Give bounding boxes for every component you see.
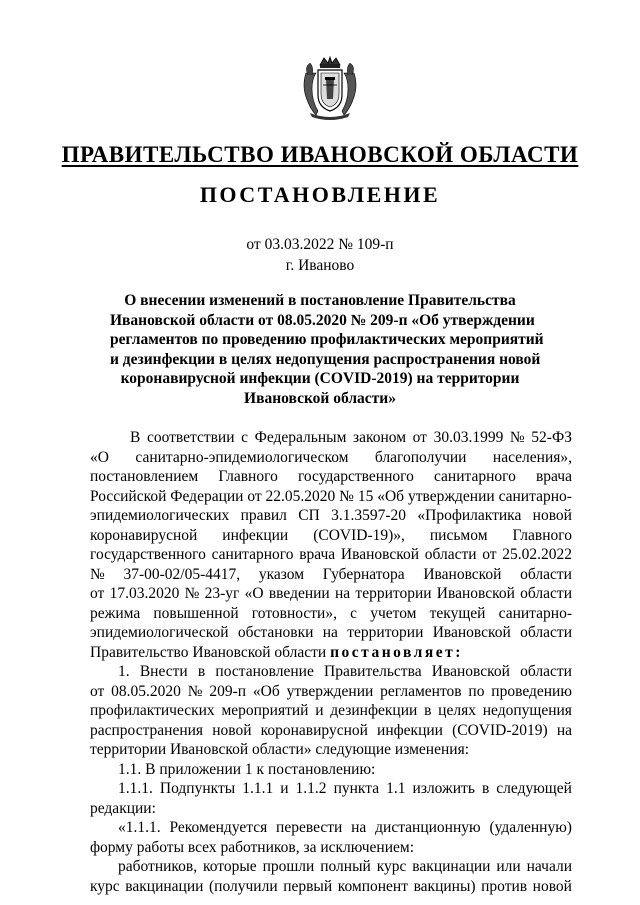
body-line [90,682,572,702]
word: первый [283,877,333,895]
word: Федерации [170,487,244,505]
word: повышенной [153,604,239,622]
word: «Об [377,487,405,505]
word: 1.1.1. [118,780,153,797]
word: области [520,585,572,602]
body-text-span: Правительство Ивановской области [90,643,331,661]
word: Подпункты [159,780,236,797]
word: области [424,546,477,563]
word: 1.1.1 [242,780,274,797]
word: территории [347,624,424,641]
word: № [187,682,203,700]
word: утверждении [407,487,495,505]
word: распространения [90,721,204,739]
word: дезинфекции [330,702,418,719]
word: новой [532,507,572,524]
word: на [351,819,367,836]
word: (получили [209,877,278,895]
subject-line: О внесении изменений в постановление Правительства [124,292,516,309]
body-line [90,818,572,838]
body-line [90,701,572,721]
word: В [130,429,141,446]
word: № [90,565,105,583]
word: против [481,877,528,895]
word: 3.1.3597-20 [331,507,407,524]
word: Ивановской [436,585,515,602]
word: вакцинации [412,858,491,875]
word: от [482,546,497,563]
resolution-keyword: постановляет: [330,643,463,661]
document-date-number: от 03.03.2022 № 109-п [246,236,394,253]
body-line [90,448,572,468]
word: недопущения [482,702,572,719]
word: вакцинации [125,877,204,895]
word: следующей [496,780,572,797]
word: вакцины) [413,877,476,895]
word: введении [268,585,330,602]
word: по [468,682,485,700]
body-line [90,857,572,877]
body-line [90,506,572,526]
word: «Профилактика [417,507,522,524]
word: в [481,780,490,797]
word: письмом [429,526,488,544]
word: мероприятий [221,702,309,719]
word: Ивановской [431,663,510,680]
word: Рекомендуется [169,819,268,836]
word: Главного [218,468,278,485]
body-line: редакции: [90,799,156,817]
word: санитарно- [498,487,572,505]
word: новой [212,721,252,739]
word: регламентов [380,682,462,700]
body-line [90,467,572,487]
word: 209-п [209,682,247,700]
word: соответствии [146,429,235,446]
word: на [334,585,351,602]
body-line [90,779,572,799]
word: 37-00-02/05-4417, [123,565,241,583]
word: курс [376,858,407,875]
word: Губернатора [322,565,405,583]
body-line: территории Ивановской области» следующие изменения: [90,741,470,758]
word: № [339,487,354,505]
word: санитарно-эпидемиологическом [135,448,349,466]
word: обстановки [237,624,314,641]
word: (COVID-2019) [452,721,548,739]
word: (удаленную) [489,819,572,836]
body-line [90,721,572,741]
word: 1. [118,663,130,680]
word: «О [244,585,264,602]
word: изложить [412,780,475,797]
word: 22.05.2020 [265,487,336,505]
word: от [247,487,262,505]
body-line [90,604,572,624]
document-body [90,428,572,896]
word: Внести [139,663,188,680]
word: коронавирусной [90,526,198,544]
body-line [90,428,572,448]
word: санитарного [433,468,516,485]
word: области [520,565,572,583]
body-line: 1.1. В приложении 1 к постановлению: [118,760,376,778]
word: № [509,429,525,446]
document-type: ПОСТАНОВЛЕНИЕ [199,182,441,207]
body-line [90,526,572,546]
word: профилактических [90,702,215,719]
word: от [90,682,105,700]
word: новой [532,877,572,895]
word: готовности», [251,604,337,622]
word: утверждении [286,682,374,700]
word: дистанционную [375,819,481,836]
body-line: форму работы всех работников, за исключением: [90,838,415,856]
word: указом [258,565,305,583]
word: с [350,604,358,622]
word: Ивановской [423,565,502,583]
subject-line: Ивановской области» [244,389,396,407]
word: правил [240,507,287,524]
word: компонент [337,877,408,895]
word: санитарно- [498,604,572,622]
word: Правительства [324,663,422,680]
document-city: г. Иваново [285,257,355,274]
word: постановление [215,663,314,680]
subject-line: и дезинфекции в целях недопущения распространения новой [110,350,541,368]
body-line [90,565,572,585]
word: режима [90,604,141,622]
word: Федеральным [254,429,347,446]
word: Ивановской [340,546,420,563]
word: в [424,702,432,719]
word: постановлением [90,468,199,485]
body-line [90,643,572,663]
word: 1.1.2 [295,780,327,797]
word: инфекции [377,721,443,739]
word: пункта [333,780,380,797]
word: населения», [492,448,572,466]
word: «Об [252,682,280,700]
subject-line: коронавирусной инфекции (COVID-2019) на территории [120,370,520,387]
body-line [90,487,572,507]
word: государственного [297,468,414,485]
coat-of-arms-icon [298,55,362,121]
word: Российской [90,487,167,505]
document-subject [110,291,544,408]
word: благополучии [374,448,467,466]
word: с [241,429,249,446]
word: или [496,858,521,875]
word: эпидемиологической [90,624,229,641]
word: начали [526,858,572,875]
government-title: ПРАВИТЕЛЬСТВО ИВАНОВСКОЙ ОБЛАСТИ [61,142,579,167]
word: прошли [262,858,315,875]
word: «О [90,448,109,466]
word: СП [298,507,320,524]
word: инфекции [222,526,289,544]
word: работников, [118,858,198,875]
word: Ивановской [432,624,511,641]
word: государственного [90,546,206,563]
word: Главного [512,526,572,544]
word: от [90,585,105,602]
word: на [322,624,338,641]
subject-line: регламентов по проведению профилактических мероприятий [110,331,544,348]
word: области [520,663,572,680]
word: законом [352,429,407,446]
word: «1.1.1. [118,819,161,836]
body-line [90,584,572,604]
word: в [197,663,206,680]
word: от [412,429,427,446]
word: перевести [276,819,343,836]
word: 25.02.2022 [502,546,572,563]
word: коронавирусной [260,721,368,739]
word: целях [438,702,476,719]
word: полный [320,858,371,875]
word: и [280,780,289,797]
word: 30.03.1999 [433,429,504,446]
word: № [184,585,200,602]
word: 1.1 [386,780,406,797]
word: территории [355,585,432,602]
word: и [315,702,324,719]
body-line [90,623,572,643]
word: которые [203,858,257,875]
word: на [556,721,572,739]
word: 23-уг [204,585,240,602]
word: 15 [357,487,374,505]
word: 08.05.2020 [111,682,181,700]
word: учетом [370,604,417,622]
word: 17.03.2020 [109,585,180,602]
document-meta [0,234,640,276]
word: проведению [491,682,572,700]
body-line [90,877,572,897]
word: 52-ФЗ [531,429,572,446]
body-line [90,545,572,565]
word: текущей [429,604,486,622]
word: курс [90,877,120,895]
word: эпидемиологических [90,507,230,524]
word: (COVID-19)», [313,526,405,544]
subject-line: Ивановской области от 08.05.2020 № 209-п «Об утверждении [110,311,535,329]
word: врача [299,546,336,563]
word: санитарного [211,546,294,563]
word: врача [535,468,572,485]
word: области [520,624,572,641]
body-line [90,662,572,682]
